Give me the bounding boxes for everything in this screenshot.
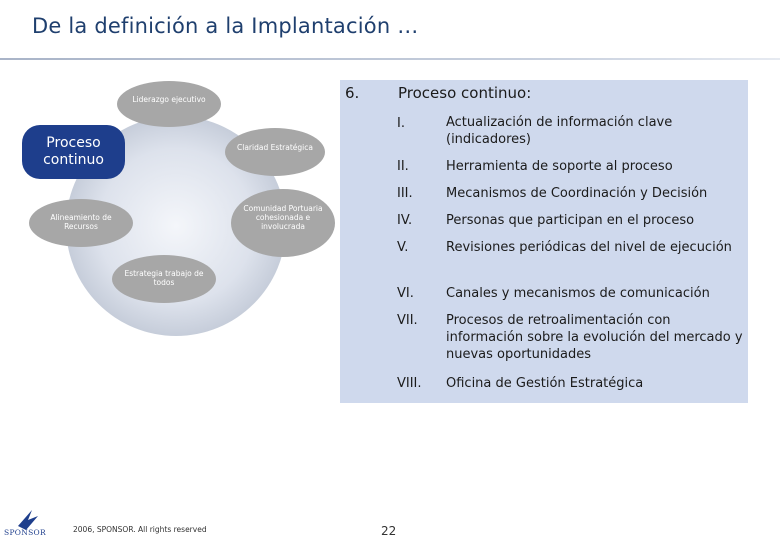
list-item-number: VIII.: [397, 376, 422, 391]
list-item-text: Procesos de retroalimentación con información sobre la evolución del mercado y nuevas oportunidades: [446, 313, 743, 362]
list-item-text: Personas que participan en el proceso: [446, 213, 695, 228]
sponsor-logo-text: SPONSOR: [4, 528, 46, 537]
section-title: Proceso continuo:: [398, 84, 532, 102]
node-estrategia-label: Estrategia trabajo de todos: [124, 269, 204, 287]
node-claridad-shape: [225, 128, 325, 176]
node-claridad-label: Claridad Estratégica: [237, 143, 313, 152]
list-item-text: Actualización de información clave (indicadores): [446, 115, 673, 147]
slide-title: De la definición a la Implantación …: [32, 14, 419, 38]
list-item-text: Oficina de Gestión Estratégica: [446, 376, 644, 391]
node-liderazgo-label: Liderazgo ejecutivo: [132, 95, 206, 104]
list-item-number: I.: [397, 116, 405, 131]
list-item-text: Herramienta de soporte al proceso: [446, 159, 673, 174]
proceso-continuo-box: Proceso continuo: [22, 125, 125, 179]
copyright-text: 2006, SPONSOR. All rights reserved: [73, 525, 207, 534]
cycle-diagram: [0, 60, 340, 340]
node-alineamiento-label: Alineamiento de Recursos: [50, 213, 112, 231]
list-item-number: VI.: [397, 286, 414, 301]
node-comunidad-label: Comunidad Portuaria cohesionada e involucrada: [243, 204, 323, 231]
node-liderazgo-shape: [117, 81, 221, 127]
list-item-text: Revisiones periódicas del nivel de ejecución: [446, 240, 732, 255]
section-number: 6.: [345, 84, 360, 102]
list-item-number: II.: [397, 159, 409, 174]
list-item-number: IV.: [397, 213, 413, 228]
page-number: 22: [381, 524, 397, 538]
list-item-number: III.: [397, 186, 413, 201]
list-item-text: Mecanismos de Coordinación y Decisión: [446, 186, 708, 201]
list-item-text: Canales y mecanismos de comunicación: [446, 286, 710, 301]
list-item-number: VII.: [397, 313, 418, 328]
list-item-number: V.: [397, 240, 409, 255]
